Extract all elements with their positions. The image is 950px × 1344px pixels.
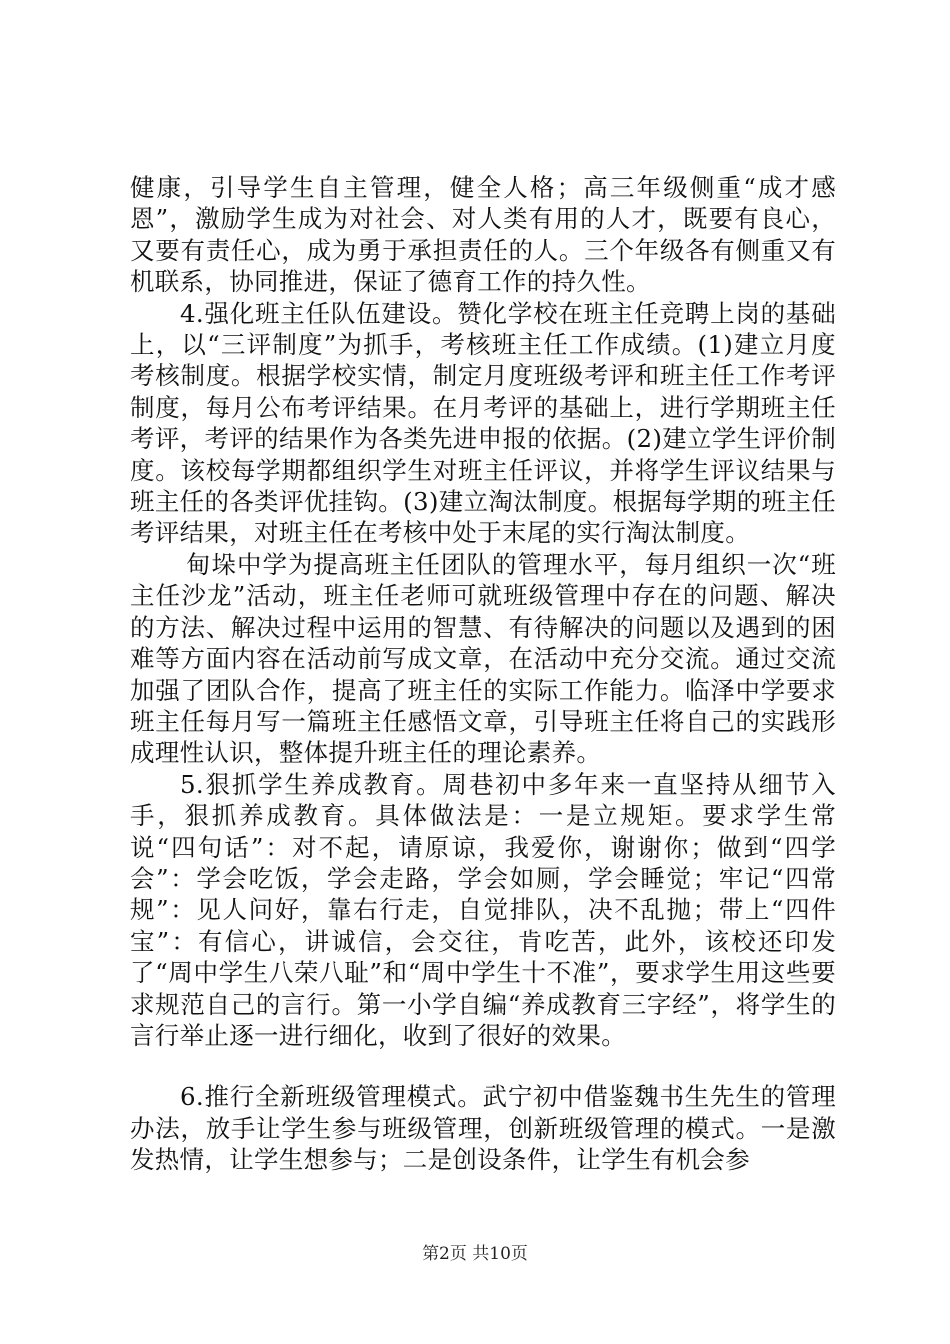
paragraph-section-4: 4.强化班主任队伍建设。赞化学校在班主任竞聘上岗的基础上，以“三评制度”为抓手，考核班主任工作成绩。(1)建立月度考核制度。根据学校实情，制定月度班级考评和班主任工作考评制度，每月公布考评结果。在月考评的基础上，进行学期班主任考评，考评的结果作为各类先进申报的依据。(2)建立学生评价制度。该校每学期都组织学生对班主任评议，并将学生评议结果与班主任的各类评优挂钩。(3)建立淘汰制度。根据每学期的班主任考评结果，对班主任在考核中处于末尾的实行淘汰制度。 bbox=[130, 298, 836, 548]
paragraph-salon: 甸垛中学为提高班主任团队的管理水平，每月组织一次“班主任沙龙”活动，班主任老师可就班级管理中存在的问题、解决的方法、解决过程中运用的智慧、有待解决的问题以及遇到的困难等方面内容在活动前写成文章，在活动中充分交流。通过交流加强了团队合作，提高了班主任的实际工作能力。临泽中学要求班主任每月写一篇班主任感悟文章，引导班主任将自己的实践形成理性认识，整体提升班主任的理论素养。 bbox=[130, 549, 836, 768]
page-number: 第2页 共10页 bbox=[422, 1244, 528, 1264]
paragraph-continued: 健康，引导学生自主管理，健全人格；高三年级侧重“成才感恩”，激励学生成为对社会、对人类有用的人才，既要有良心，又要有责任心，成为勇于承担责任的人。三个年级各有侧重又有机联系，协同推进，保证了德育工作的持久性。 bbox=[130, 173, 837, 297]
document-body bbox=[130, 172, 836, 1176]
paragraph-section-5: 5.狠抓学生养成教育。周巷初中多年来一直坚持从细节入手，狠抓养成教育。具体做法是：一是立规矩。要求学生常说“四句话”：对不起，请原谅，我爱你，谢谢你；做到“四学会”：学会吃饭，学会走路，学会如厕，学会睡觉；牢记“四常规”：见人问好，靠右行走，自觉排队，决不乱抛；带上“四件宝”：有信心，讲诚信，会交往，肯吃苦，此外，该校还印发了“周中学生八荣八耻”和“周中学生十不准”，要求学生用这些要求规范自己的言行。第一小学自编“养成教育三字经”，将学生的言行举止逐一进行细化，收到了很好的效果。 bbox=[130, 769, 836, 1050]
paragraph-section-6: 6.推行全新班级管理模式。武宁初中借鉴魏书生先生的管理办法，放手让学生参与班级管理，创新班级管理的模式。一是激发热情，让学生想参与；二是创设条件，让学生有机会参 bbox=[130, 1082, 836, 1175]
